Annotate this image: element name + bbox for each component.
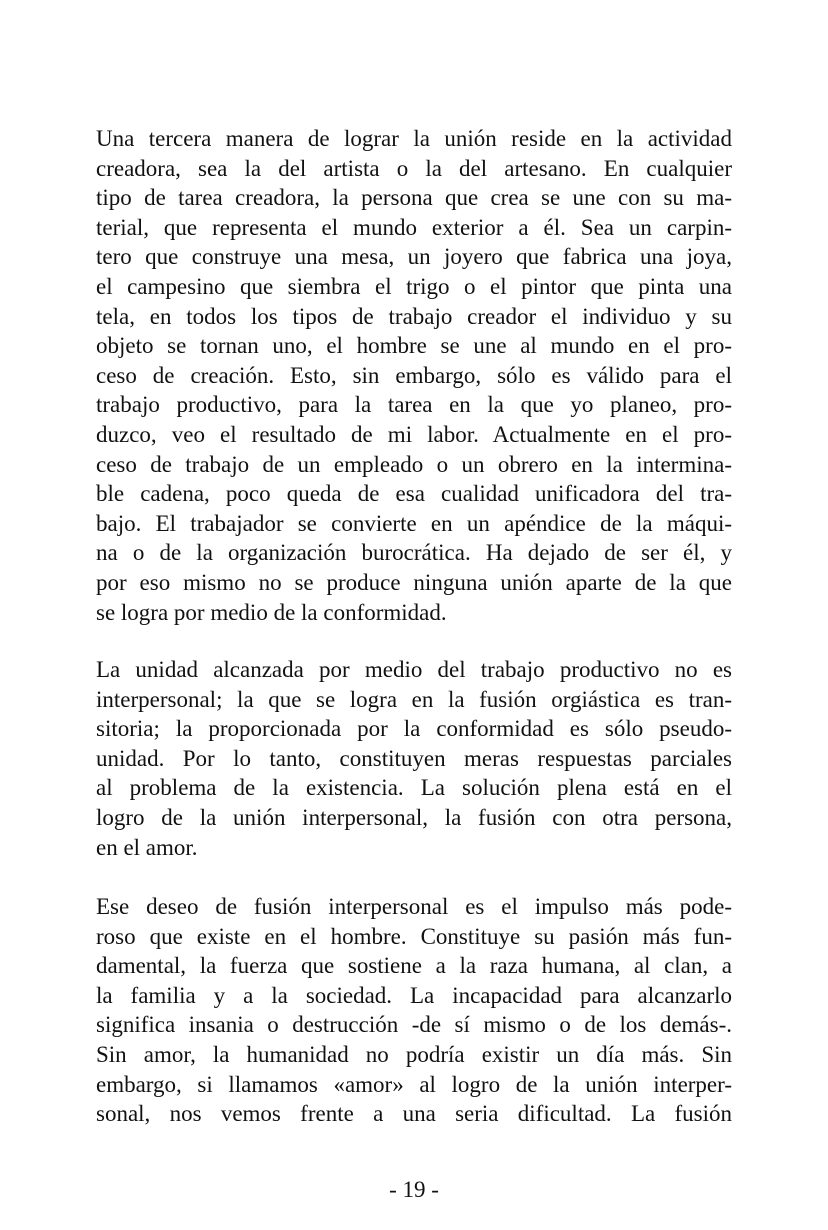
text-line: ble cadena, poco queda de esa cualidad unificadora del tra- xyxy=(96,481,732,507)
text-line: significa insania o destrucción -de sí mismo o de los demás-. xyxy=(96,1012,732,1038)
text-line: se logra por medio de la conformidad. xyxy=(96,599,447,625)
paragraph-1 xyxy=(96,124,732,627)
text-line: na o de la organización burocrática. Ha dejado de ser él, y xyxy=(96,540,732,566)
text-line: ceso de creación. Esto, sin embargo, sólo es válido para el xyxy=(96,362,732,388)
text-line: Sin amor, la humanidad no podría existir un día más. Sin xyxy=(96,1041,732,1067)
text-line: logro de la unión interpersonal, la fusión con otra persona, xyxy=(96,804,732,830)
text-line: unidad. Por lo tanto, constituyen meras respuestas parciales xyxy=(96,745,732,771)
text-line: embargo, si llamamos «amor» al logro de la unión interper- xyxy=(96,1071,732,1097)
page-number: - 19 - xyxy=(389,1177,439,1202)
paragraph-2 xyxy=(96,655,732,862)
text-line: sitoria; la proporcionada por la conformidad es sólo pseudo- xyxy=(96,716,732,742)
text-line: el campesino que siembra el trigo o el pintor que pinta una xyxy=(96,273,732,299)
text-line: Ese deseo de fusión interpersonal es el impulso más pode- xyxy=(96,894,732,919)
text-line: en el amor. xyxy=(96,834,198,860)
text-line: bajo. El trabajador se convierte en un apéndice de la máqui- xyxy=(96,510,732,536)
text-line: trabajo productivo, para la tarea en la que yo planeo, pro- xyxy=(96,392,732,418)
paragraph-3 xyxy=(96,892,732,1129)
text-line: duzco, veo el resultado de mi labor. Actualmente en el pro- xyxy=(96,421,732,447)
text-line: Una tercera manera de lograr la unión reside en la actividad xyxy=(96,126,732,151)
text-line: tero que construye una mesa, un joyero que fabrica una joya, xyxy=(96,244,732,270)
text-line: roso que existe en el hombre. Constituye su pasión más fun- xyxy=(96,923,732,949)
text-line: La unidad alcanzada por medio del trabajo productivo no es xyxy=(96,657,732,682)
text-line: por eso mismo no se produce ninguna unión aparte de la que xyxy=(96,569,732,595)
text-line: tipo de tarea creadora, la persona que crea se une con su ma- xyxy=(96,185,732,211)
text-line: al problema de la existencia. La solución plena está en el xyxy=(96,775,732,801)
text-line: sonal, nos vemos frente a una seria dificultad. La fusión xyxy=(96,1101,732,1127)
text-line: damental, la fuerza que sostiene a la raza humana, al clan, a xyxy=(96,953,732,979)
text-line: creadora, sea la del artista o la del artesano. En cualquier xyxy=(96,155,732,181)
text-line: tela, en todos los tipos de trabajo creador el individuo y su xyxy=(96,303,732,329)
text-line: interpersonal; la que se logra en la fusión orgiástica es tran- xyxy=(96,686,732,712)
text-line: la familia y a la sociedad. La incapacidad para alcanzarlo xyxy=(96,982,732,1008)
text-line: objeto se tornan uno, el hombre se une al mundo en el pro- xyxy=(96,333,732,359)
text-line: ceso de trabajo de un empleado o un obrero en la intermina- xyxy=(96,451,732,477)
text-line: terial, que representa el mundo exterior a él. Sea un carpin- xyxy=(96,214,732,240)
